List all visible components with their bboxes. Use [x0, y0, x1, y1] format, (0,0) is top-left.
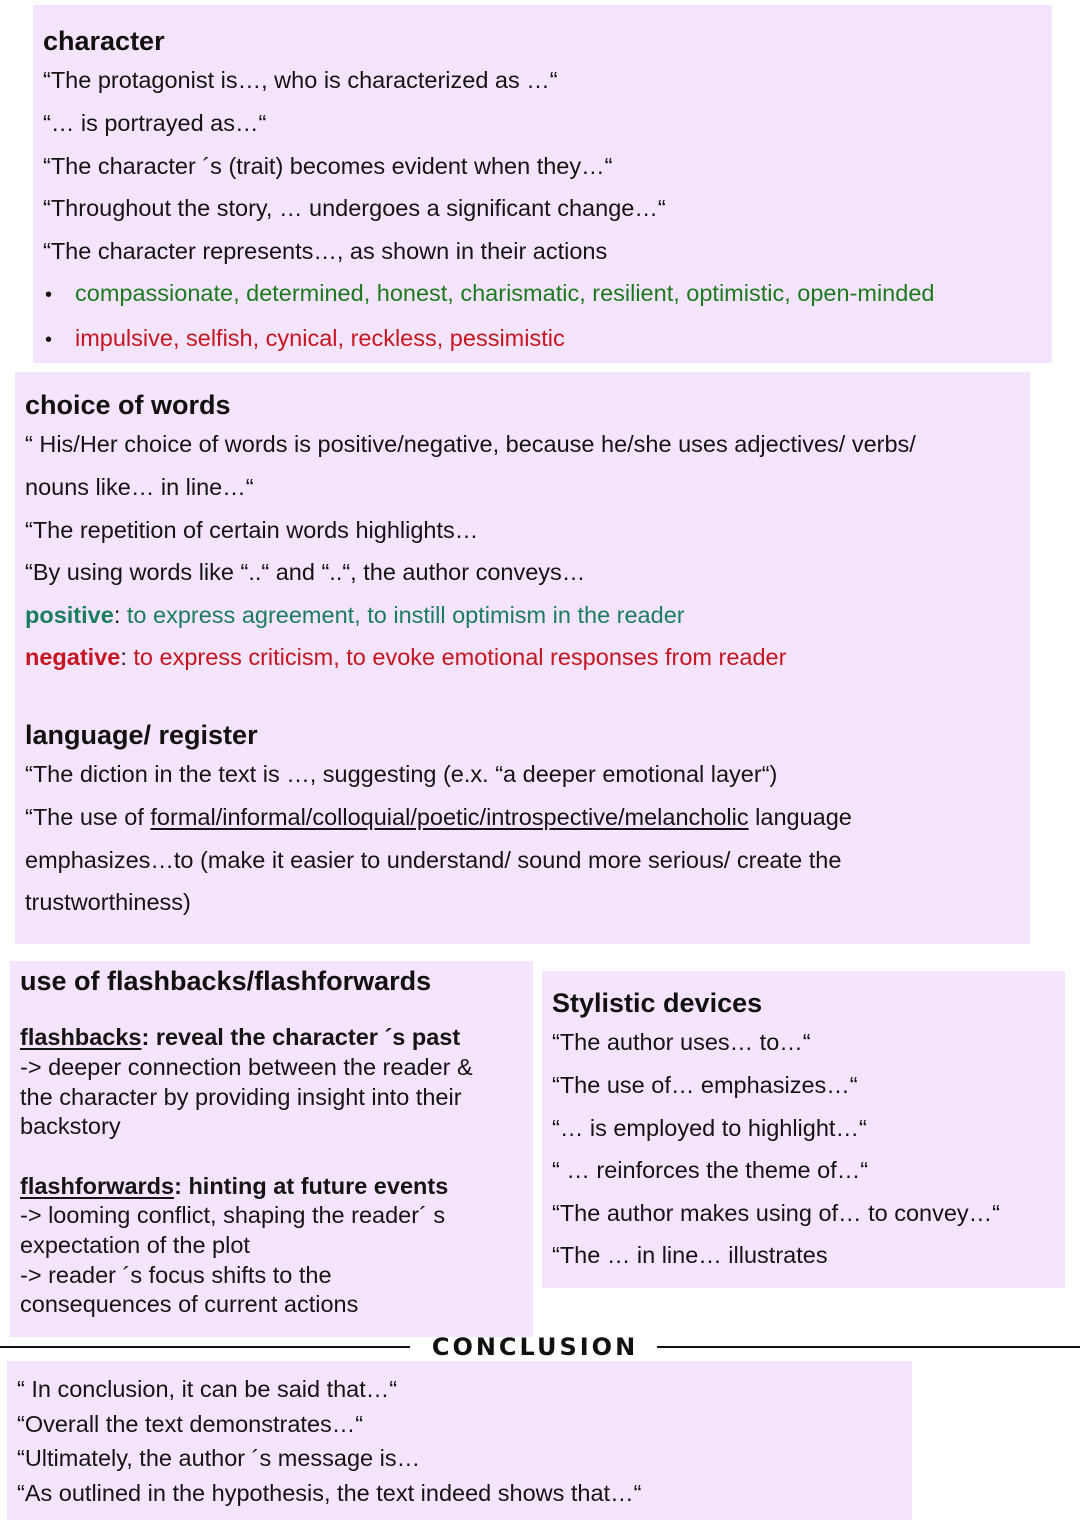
flashback-effect: backstory [20, 1113, 121, 1140]
character-phrase: “Throughout the story, … undergoes a significant change…“ [43, 195, 666, 222]
stylistic-phrase: “… is employed to highlight…“ [552, 1114, 867, 1141]
bullet-icon: • [45, 328, 53, 351]
choice-of-words-phrase: “ His/Her choice of words is positive/negative, because he/she uses adjectives/ verbs/ [25, 431, 916, 458]
character-phrase: “The protagonist is…, who is characterized as …“ [43, 67, 558, 94]
separator: : [120, 644, 127, 671]
register-options: formal/informal/colloquial/poetic/introspective/melancholic [150, 803, 749, 830]
stylistic-devices-section [542, 971, 1065, 1288]
flashback-term: flashbacks [20, 1024, 142, 1051]
divider-rule-left [0, 1346, 410, 1348]
language-phrase-prefix: “The use of [25, 803, 151, 830]
character-phrase: “… is portrayed as…“ [43, 109, 267, 136]
flashforward-def: : hinting at future events [174, 1172, 449, 1199]
flashforward-effect: consequences of current actions [20, 1291, 359, 1318]
flashback-def: : reveal the character ´s past [141, 1024, 461, 1051]
stylistic-phrase: “The … in line… illustrates [552, 1242, 828, 1269]
stylistic-phrase: “The author makes using of… to convey…“ [552, 1199, 1001, 1226]
flashforward-effect: -> reader ´s focus shifts to the [20, 1261, 332, 1288]
choice-of-words-heading: choice of words [25, 390, 231, 420]
negative-effect-text: to express criticism, to evoke emotional responses from reader [126, 644, 787, 671]
flashback-effect: -> deeper connection between the reader & [20, 1053, 473, 1080]
choice-of-words-phrase: “The repetition of certain words highlights… [25, 516, 479, 543]
conclusion-phrase: “As outlined in the hypothesis, the text indeed shows that…“ [17, 1479, 642, 1506]
flashforward-effect: expectation of the plot [20, 1231, 250, 1258]
flashback-effect: the character by providing insight into their [20, 1083, 462, 1110]
section-spacer [20, 1142, 533, 1172]
positive-traits-bullet [43, 272, 1052, 317]
flashbacks-heading: use of flashbacks/flashforwards [20, 966, 432, 996]
negative-traits-list: impulsive, selfish, cynical, reckless, pessimistic [75, 324, 565, 351]
flashbacks-section [10, 961, 533, 1337]
language-phrase: emphasizes…to (make it easier to understand/ sound more serious/ create the [25, 846, 842, 873]
choice-of-words-phrase: nouns like… in line…“ [25, 473, 254, 500]
conclusion-section [7, 1361, 912, 1520]
separator: : [113, 601, 121, 628]
stylistic-devices-heading: Stylistic devices [552, 988, 763, 1018]
flashforward-effect: -> looming conflict, shaping the reader´ s [20, 1202, 446, 1229]
negative-label: negative [25, 644, 121, 671]
flashforward-term: flashforwards [20, 1172, 175, 1199]
language-phrase-suffix: language [748, 803, 852, 830]
character-phrase: “The character ´s (trait) becomes evident when they…“ [43, 152, 613, 179]
positive-effect-line [25, 594, 1030, 637]
choice-of-words-section [15, 372, 1030, 944]
conclusion-phrase: “Ultimately, the author ´s message is… [17, 1445, 421, 1472]
language-phrase: “The diction in the text is …, suggesting (e.x. “a deeper emotional layer“) [25, 761, 778, 788]
divider-rule-right [657, 1346, 1080, 1348]
negative-traits-bullet [43, 317, 1052, 362]
positive-traits-list: compassionate, determined, honest, charismatic, resilient, optimistic, open-minded [75, 280, 935, 307]
character-section [33, 5, 1052, 363]
flashback-definition [20, 1023, 533, 1053]
section-spacer [25, 679, 1030, 719]
language-phrase [25, 796, 1030, 839]
bullet-icon: • [45, 284, 53, 307]
conclusion-phrase: “Overall the text demonstrates…“ [17, 1410, 364, 1437]
character-heading: character [43, 26, 165, 56]
conclusion-title: CONCLUSION [431, 1333, 639, 1361]
choice-of-words-phrase: “By using words like “..“ and “..“, the author conveys… [25, 559, 586, 586]
language-phrase: trustworthiness) [25, 889, 191, 916]
flashforward-definition [20, 1172, 533, 1202]
conclusion-phrase: “ In conclusion, it can be said that…“ [17, 1376, 398, 1402]
language-register-heading: language/ register [25, 719, 258, 750]
conclusion-divider [0, 1331, 1080, 1363]
positive-label: positive [25, 601, 114, 628]
negative-effect-line [25, 636, 1030, 679]
stylistic-phrase: “The use of… emphasizes…“ [552, 1071, 858, 1098]
stylistic-phrase: “The author uses… to…“ [552, 1029, 811, 1056]
character-phrase: “The character represents…, as shown in their actions [43, 237, 608, 264]
positive-effect-text: to express agreement, to instill optimism in the reader [120, 601, 685, 628]
stylistic-phrase: “ … reinforces the theme of…“ [552, 1157, 869, 1184]
